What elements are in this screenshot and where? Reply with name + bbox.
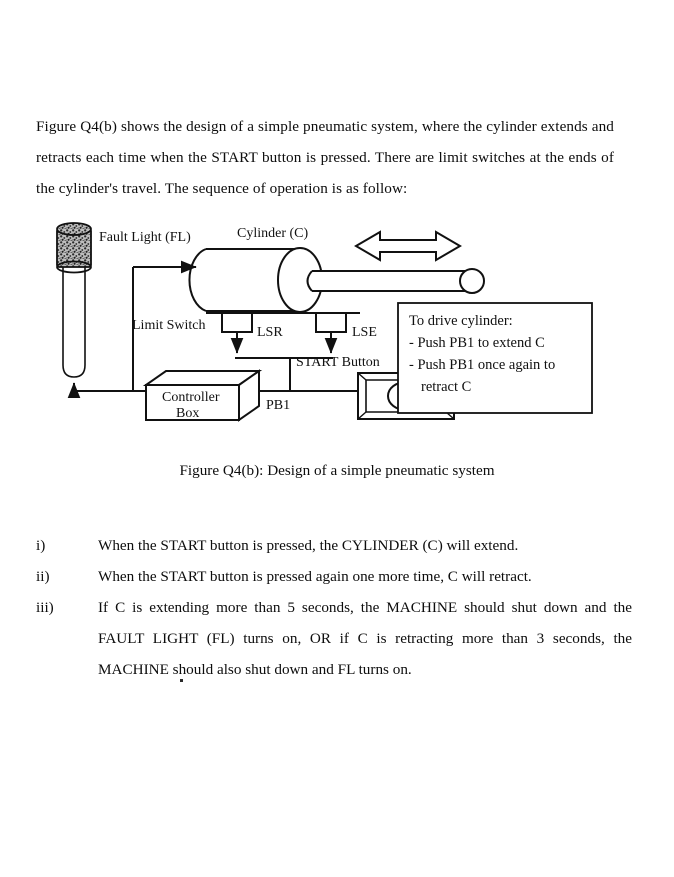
label-controller-line1: Controller <box>162 390 220 405</box>
label-fault-light: Fault Light (FL) <box>99 230 191 245</box>
instruction-line-1: - Push PB1 to extend C <box>409 335 545 351</box>
label-lsr: LSR <box>257 325 283 340</box>
label-pb1: PB1 <box>266 398 291 413</box>
instruction-title: To drive cylinder: <box>409 313 513 329</box>
limit-switch-lsr <box>222 313 252 353</box>
label-limit-switch: Limit Switch <box>132 318 206 333</box>
pneumatic-system-diagram <box>0 205 674 445</box>
list-item <box>36 561 632 592</box>
list-marker: i) <box>36 537 46 554</box>
limit-switch-lse <box>316 313 346 353</box>
motion-double-arrow-icon <box>356 232 460 260</box>
instruction-line-2: - Push PB1 once again to <box>409 357 556 373</box>
list-marker: ii) <box>36 568 50 585</box>
figure-caption: Figure Q4(b): Design of a simple pneumatic system <box>179 462 495 479</box>
list-marker: iii) <box>36 599 54 616</box>
list-text: If C is extending more than 5 seconds, the MACHINE should shut down and the FAULT LIGHT (FL) turns on, OR if C is retracting more than 3 seconds, the MACHINE should also shut down and FL turns on. <box>98 599 632 678</box>
scan-artifact-speck <box>180 679 183 682</box>
list-item <box>36 530 632 561</box>
intro-paragraph: Figure Q4(b) shows the design of a simple pneumatic system, where the cylinder extends and retracts each time when the START button is pressed. There are limit switches at the ends of the cylinder's travel. The sequence of operation is as follow: <box>36 118 614 198</box>
sequence-list <box>36 530 632 685</box>
list-item <box>36 592 632 685</box>
label-cylinder: Cylinder (C) <box>237 226 309 241</box>
label-start-button: START Button <box>296 355 380 370</box>
list-text: When the START button is pressed, the CYLINDER (C) will extend. <box>98 537 519 554</box>
label-controller-line2: Box <box>176 406 200 421</box>
instruction-line-3: retract C <box>421 379 472 395</box>
instruction-box <box>398 303 592 413</box>
label-lse: LSE <box>352 325 377 340</box>
fault-light-lamp <box>57 223 91 377</box>
list-text: When the START button is pressed again one more time, C will retract. <box>98 568 532 585</box>
